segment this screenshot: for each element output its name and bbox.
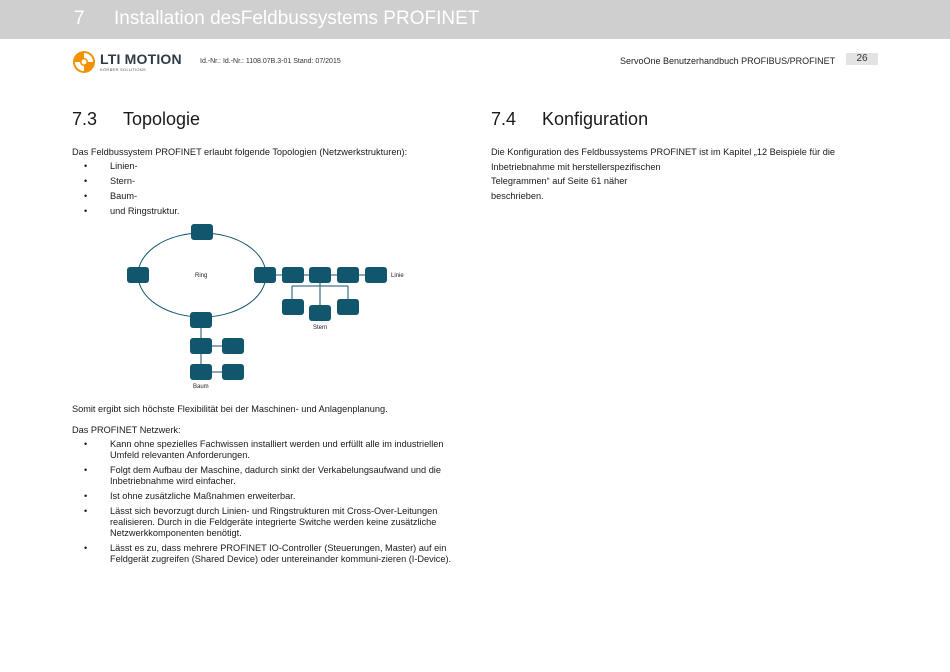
chapter-number: 7	[74, 8, 85, 29]
topology-intro: Das Feldbussystem PROFINET erlaubt folgende Topologien (Netzwerkstrukturen):	[72, 147, 408, 157]
chapter-title: Installation desFeldbussystems PROFINET	[114, 8, 480, 29]
section-number: 7.3	[72, 109, 98, 129]
line-node	[337, 267, 359, 283]
tree-label: Baum	[193, 384, 209, 390]
text-line: Telegrammen“ auf Seite 61 näher	[491, 176, 628, 186]
text-line: beschrieben.	[491, 190, 544, 201]
text-line: Die Konfiguration des Feldbussystems PROFINET ist im Kapitel „12 Beispiele für die	[491, 147, 835, 157]
list-item: • und Ringstruktur.	[72, 204, 452, 219]
topology-list	[72, 159, 452, 219]
ring-node	[191, 224, 213, 240]
text-line: Inbetriebnahme mit herstellerspezifischen	[491, 161, 661, 172]
document-id: Id.-Nr.: Id.-Nr.: 1108.07B.3-01 Stand: 07/2015	[200, 58, 341, 65]
tree-node	[222, 364, 244, 380]
ring-node	[190, 312, 212, 328]
star-node	[337, 299, 359, 315]
line-node	[282, 267, 304, 283]
list-item: • Lässt es zu, dass mehrere PROFINET IO-Controller (Steuerungen, Master) auf ein Feldgerät zugreifen (Shared Device) oder untereinander kommuni-zieren (I-Device).	[72, 543, 458, 565]
tree-node	[190, 338, 212, 354]
chapter-header-bar	[0, 0, 950, 39]
star-node	[282, 299, 304, 315]
ring-node	[254, 267, 276, 283]
list-item: • Stern-	[72, 174, 452, 189]
line-node	[365, 267, 387, 283]
section-number: 7.4	[491, 109, 517, 129]
section-7-4-heading	[491, 109, 649, 130]
line-label: Linie	[391, 273, 404, 279]
topology-diagram	[120, 222, 420, 394]
ring-node	[127, 267, 149, 283]
list-item: • Folgt dem Aufbau der Maschine, dadurch sinkt der Verkabelungsaufwand und die Inbetriebnahme wird einfacher.	[72, 465, 458, 487]
section-title: Topologie	[123, 109, 201, 129]
logo-subline: KÖRBER SOLUTIONS	[100, 67, 146, 72]
company-logo	[72, 50, 192, 76]
manual-title: ServoOne Benutzerhandbuch PROFIBUS/PROFINET	[620, 56, 836, 66]
logo-swirl-icon	[72, 50, 96, 74]
tree-node	[190, 364, 212, 380]
flexibility-note: Somit ergibt sich höchste Flexibilität bei der Maschinen- und Anlagenplanung.	[72, 404, 388, 414]
list-item: • Ist ohne zusätzliche Maßnahmen erweiterbar.	[72, 491, 458, 502]
configuration-text	[491, 145, 891, 203]
list-item: • Baum-	[72, 189, 452, 204]
list-item: • Linien-	[72, 159, 452, 174]
network-features-list	[72, 439, 458, 569]
tree-node	[222, 338, 244, 354]
star-node	[309, 305, 331, 321]
star-label: Stern	[313, 325, 328, 331]
logo-wordmark: LTI MOTION	[100, 51, 182, 67]
ring-label: Ring	[195, 273, 208, 279]
page-number: 26	[846, 53, 878, 65]
network-intro: Das PROFINET Netzwerk:	[72, 425, 181, 435]
section-title: Konfiguration	[542, 109, 649, 129]
list-item: • Lässt sich bevorzugt durch Linien- und Ringstrukturen mit Cross-Over-Leitungen realisieren. Durch in die Feldgeräte integrierte Switche werden keine zusätzliche Netzwerkkomponenten benötigt.	[72, 506, 458, 539]
line-node	[309, 267, 331, 283]
section-7-3-heading	[72, 109, 201, 130]
list-item: • Kann ohne spezielles Fachwissen installiert werden und erfüllt alle im industriellen Umfeld relevanten Anforderungen.	[72, 439, 458, 461]
